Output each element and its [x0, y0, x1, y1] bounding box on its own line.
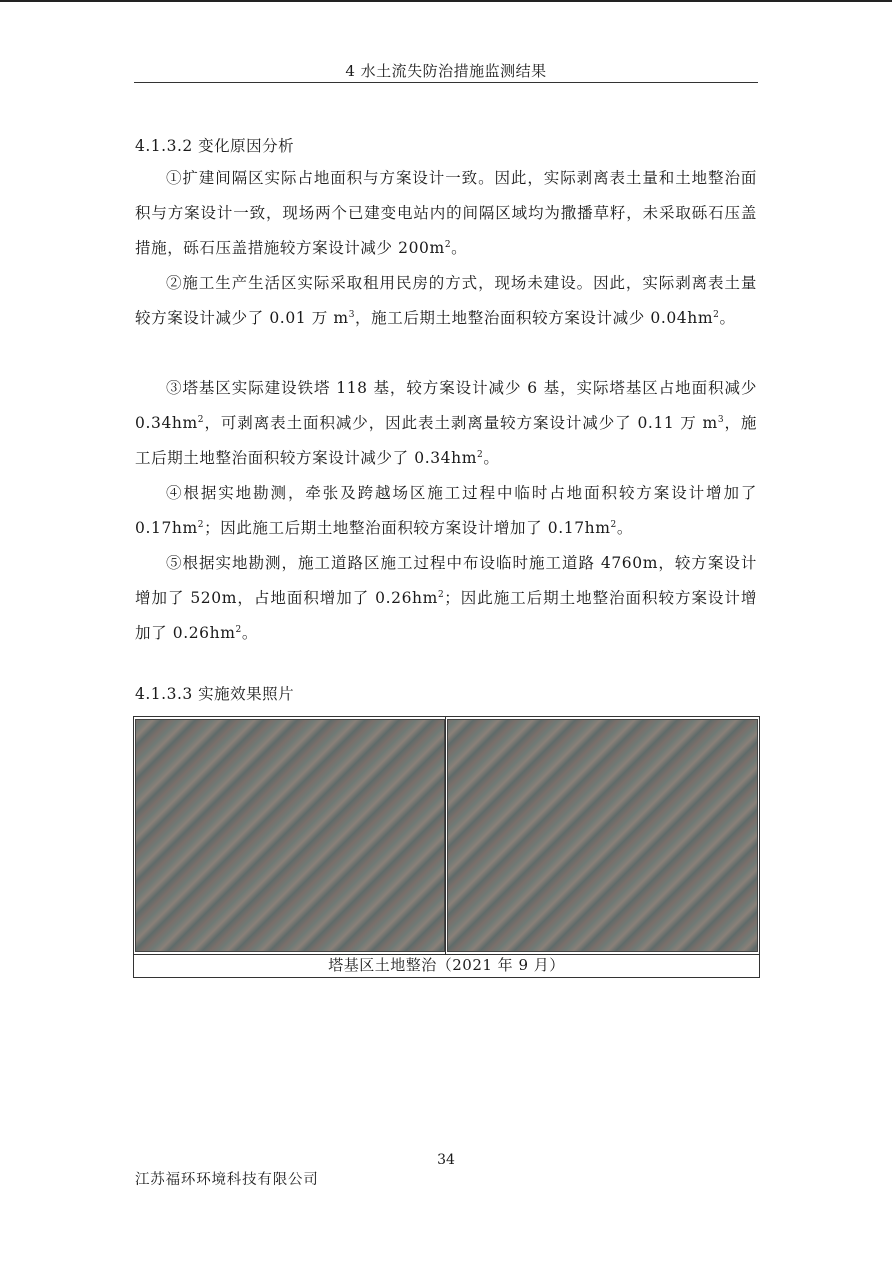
page-number: 34	[437, 1152, 455, 1168]
superscript: 2	[713, 310, 720, 320]
paragraph-2	[135, 266, 757, 336]
paragraph-5-a: ⑤根据实地勘测，施工道路区施工过程中布设临时施工道路 4760m，较方案设计增加了 520m，占地面积增加了 0.26hm	[135, 554, 757, 607]
paragraph-2-b: ，施工后期土地整治面积较方案设计减少 0.04hm	[355, 309, 714, 327]
paragraph-4-c: 。	[616, 519, 633, 537]
paragraph-2-c: 。	[719, 309, 736, 327]
superscript: 3	[717, 415, 725, 425]
superscript: 3	[348, 310, 356, 320]
paragraph-1-text: ①扩建间隔区实际占地面积与方案设计一致。因此，实际剥离表土量和土地整治面积与方案设计一致，现场两个已建变电站内的间隔区域均为撒播草籽，未采取砾石压盖措施，砾石压盖措施较方案设计减少 200m	[135, 169, 757, 257]
photo-row	[134, 717, 759, 955]
superscript: 2	[437, 590, 445, 600]
photo-divider	[445, 717, 446, 954]
page-top-border	[0, 0, 892, 2]
paragraph-3-a: ③塔基区实际建设铁塔 118 基，较方案设计减少 6 基，实际塔基区占地面积减少 0.34hm	[135, 379, 757, 432]
superscript: 2	[197, 415, 205, 425]
superscript: 2	[444, 240, 452, 250]
site-photo-left	[135, 719, 445, 952]
site-photo-right	[447, 719, 758, 952]
paragraph-1	[135, 161, 757, 266]
paragraph-3-c: ，施工后期土地整治面积较方案设计减少了 0.34hm	[135, 414, 757, 467]
paragraph-2-a: ②施工生产生活区实际采取租用民房的方式，现场未建设。因此，实际剥离表土量较方案设计减少了 0.01 万 m	[135, 274, 757, 327]
paragraph-3-b: ，可剥离表土面积减少，因此表土剥离量较方案设计减少了 0.11 万 m	[204, 414, 718, 432]
superscript: 2	[235, 625, 242, 635]
paragraph-5-c: 。	[241, 624, 258, 642]
paragraph-5	[135, 546, 757, 651]
superscript: 2	[610, 520, 617, 530]
paragraph-3-d: 。	[483, 449, 500, 467]
header-rule	[134, 82, 758, 83]
section-heading-4132: 4.1.3.2 变化原因分析	[135, 137, 295, 155]
photo-table	[133, 716, 760, 978]
section-heading-4133: 4.1.3.3 实施效果照片	[135, 685, 295, 703]
superscript: 2	[477, 450, 484, 460]
paragraph-4-a: ④根据实地勘测，牵张及跨越场区施工过程中临时占地面积较方案设计增加了 0.17hm	[135, 484, 757, 537]
paragraph-5-b: ；因此施工后期土地整治面积较方案设计增加了 0.26hm	[135, 589, 757, 642]
photo-caption: 塔基区土地整治（2021 年 9 月）	[328, 956, 565, 974]
paragraph-4-b: ；因此施工后期土地整治面积较方案设计增加了 0.17hm	[204, 519, 611, 537]
footer-company-name: 江苏福环环境科技有限公司	[135, 1172, 319, 1188]
paragraph-1-tail: 。	[451, 239, 468, 257]
paragraph-4	[135, 476, 757, 546]
running-header: 4 水土流失防治措施监测结果	[345, 62, 547, 80]
superscript: 2	[197, 520, 205, 530]
paragraph-3	[135, 371, 757, 476]
